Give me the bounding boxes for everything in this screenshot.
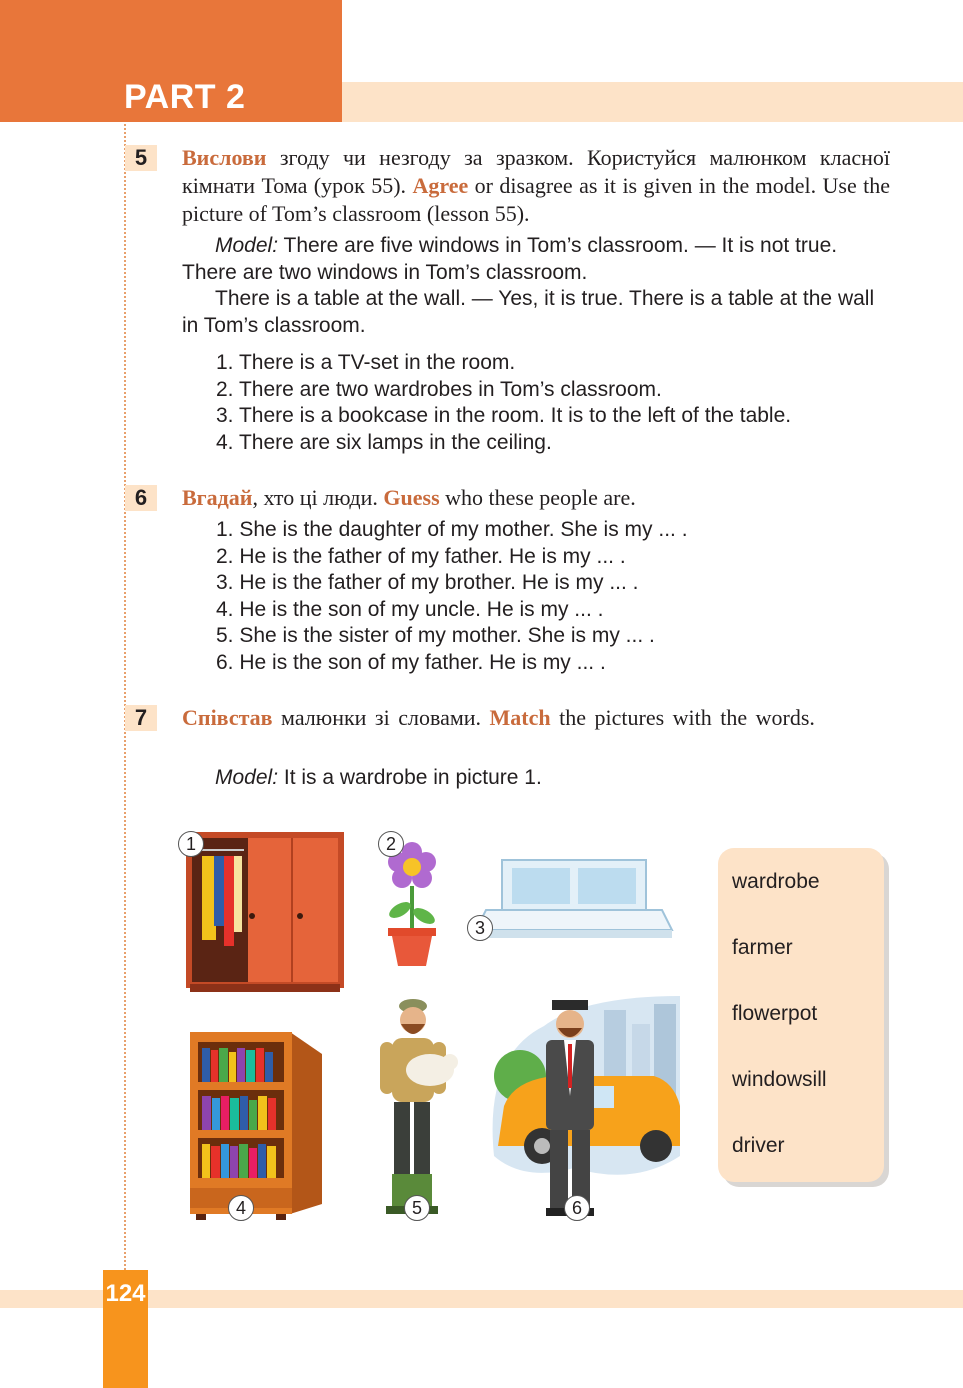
picture-number-1: 1 bbox=[178, 831, 204, 857]
exercise-7-instruction: Співстав малюнки зі словами. Match the pictures with the words. bbox=[182, 705, 815, 730]
exercise-7-model: Model: It is a wardrobe in picture 1. bbox=[215, 766, 542, 789]
header-strip bbox=[342, 82, 963, 122]
exercise-6-instruction: Вгадай, хто ці люди. Guess who these people are. bbox=[182, 485, 636, 510]
list-item: 6. He is the son of my father. He is my ... . bbox=[216, 650, 606, 674]
exercise-7-number: 7 bbox=[125, 705, 157, 731]
word-option: driver bbox=[732, 1134, 785, 1157]
picture-number-2: 2 bbox=[378, 831, 404, 857]
bookcase-illustration bbox=[178, 1028, 334, 1222]
page-number: 124 bbox=[105, 1280, 146, 1307]
keyword-ua: Вгадай bbox=[182, 485, 253, 510]
keyword-en: Match bbox=[489, 705, 551, 730]
list-item: 2. He is the father of my father. He is my ... . bbox=[216, 544, 626, 568]
keyword-ua: Співстав bbox=[182, 705, 273, 730]
list-item: 5. She is the sister of my mother. She is my ... . bbox=[216, 624, 655, 647]
picture-number-4: 4 bbox=[228, 1195, 254, 1221]
picture-number-5: 5 bbox=[404, 1195, 430, 1221]
wardrobe-illustration bbox=[180, 828, 352, 996]
windowsill-illustration bbox=[466, 858, 678, 948]
picture-number-3: 3 bbox=[467, 915, 493, 941]
word-option: wardrobe bbox=[732, 870, 820, 893]
flowerpot-illustration bbox=[380, 840, 444, 970]
list-item: 1. She is the daughter of my mother. She is my ... . bbox=[216, 518, 688, 541]
picture-number-6: 6 bbox=[564, 1195, 590, 1221]
exercise-5-model-1: Model: There are five windows in Tom’s classroom. — It is not true. There are two windows in Tom’s classroom. bbox=[182, 234, 838, 284]
exercise-6-number: 6 bbox=[125, 485, 157, 511]
keyword-ua: Вислови bbox=[182, 145, 267, 170]
list-item: 3. He is the father of my brother. He is my ... . bbox=[216, 571, 639, 594]
margin-dotted-line bbox=[124, 124, 126, 1274]
keyword-en: Agree bbox=[412, 173, 469, 198]
page-title: PART 2 bbox=[124, 78, 246, 116]
list-item: 4. He is the son of my uncle. He is my ... . bbox=[216, 597, 604, 621]
list-item: 3. There is a bookcase in the room. It is to the left of the table. bbox=[216, 404, 792, 427]
driver-illustration bbox=[484, 996, 680, 1220]
list-item: 2. There are two wardrobes in Tom’s classroom. bbox=[216, 377, 662, 401]
list-item: 4. There are six lamps in the ceiling. bbox=[216, 430, 552, 454]
exercise-5-instruction: Вислови згоду чи незгоду за зразком. Користуйся малюнком класної кімнати Тома (урок 55). Agree or disagree as it is given in the model. Use the picture of Tom’s classroom (lesson 55). bbox=[182, 145, 890, 226]
word-option: farmer bbox=[732, 936, 793, 959]
word-option: flowerpot bbox=[732, 1002, 818, 1025]
exercise-6-list bbox=[216, 517, 906, 676]
exercise-5-model-2: There is a table at the wall. — Yes, it is true. There is a table at the wall in Tom’s classroom. bbox=[182, 287, 875, 337]
keyword-en: Guess bbox=[383, 485, 440, 510]
farmer-illustration bbox=[366, 998, 458, 1218]
list-item: 1. There is a TV-set in the room. bbox=[216, 351, 516, 374]
exercise-5-list bbox=[216, 350, 906, 456]
word-option: windowsill bbox=[732, 1068, 827, 1091]
exercise-5-number: 5 bbox=[125, 145, 157, 171]
